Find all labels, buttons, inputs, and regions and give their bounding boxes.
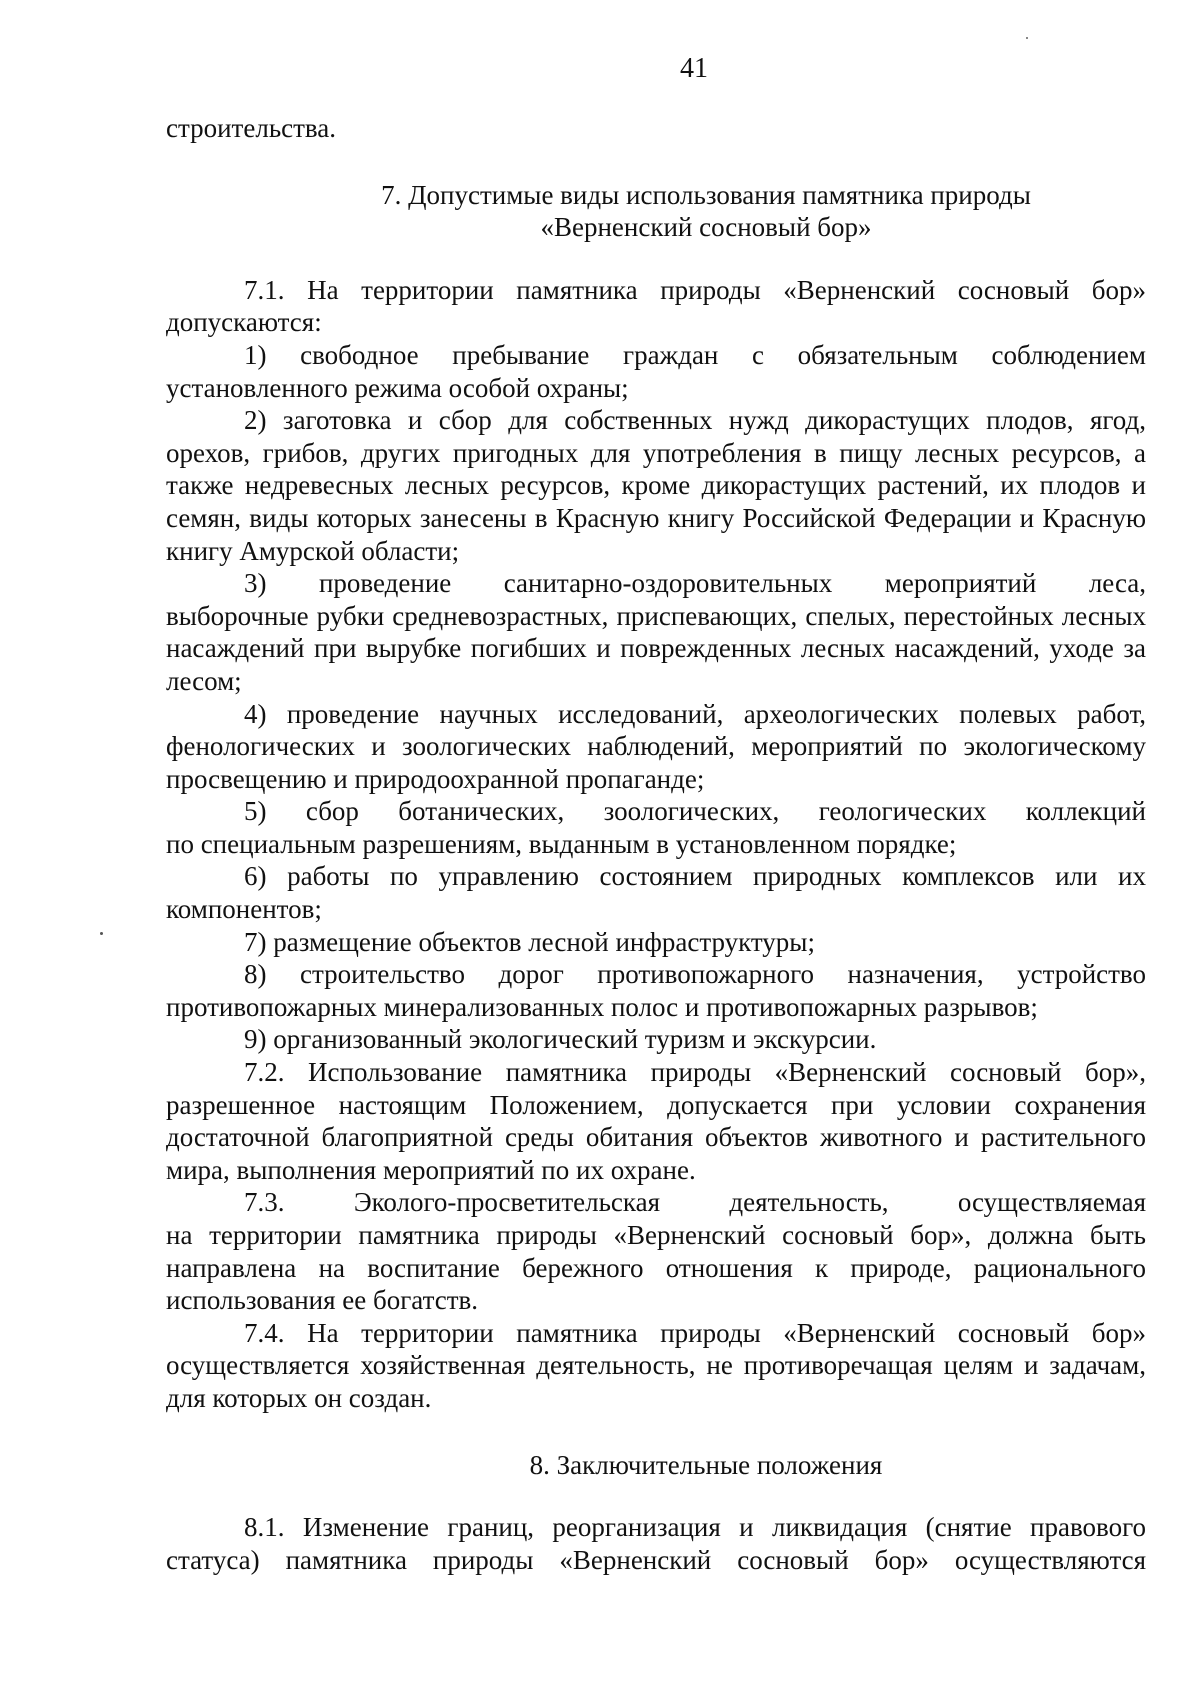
list-item-8: [166, 958, 1146, 1023]
paragraph-7-4-first-line: 7.4. На территории памятника природы «Верненский сосновый бор»: [244, 1317, 1146, 1348]
list-item-rest: компонентов;: [166, 894, 322, 925]
list-item-first-line: 4) проведение научных исследований, археологических полевых работ,: [244, 698, 1146, 729]
list-item-first-line: 5) сбор ботанических, зоологических, геологических коллекций: [244, 796, 1146, 827]
section-7-heading: [166, 179, 1146, 244]
list-item-first-line: 8) строительство дорог противопожарного назначения, устройство: [244, 959, 1146, 990]
list-item-rest: выборочные рубки средневозрастных, приспевающих, спелых, перестойных лесных насаждений при вырубке погибших и поврежденных лесных насаждений, уходе за лесом;: [166, 600, 1146, 696]
list-item-rest: противопожарных минерализованных полос и противопожарных разрывов;: [166, 991, 1038, 1022]
list-item-rest: установленного режима особой охраны;: [166, 372, 629, 403]
list-item-2: [166, 404, 1146, 567]
paragraph-8-1-rest: статуса) памятника природы «Верненский сосновый бор» осуществляются: [166, 1544, 1146, 1575]
paragraph-7-1-first-line: 7.1. На территории памятника природы «Верненский сосновый бор»: [244, 274, 1146, 305]
list-item-rest: по специальным разрешениям, выданным в установленном порядке;: [166, 828, 957, 859]
list-item-first-line: 9) организованный экологический туризм и экскурсии.: [244, 1024, 877, 1055]
paragraph-7-3-first-line: 7.3. Эколого-просветительская деятельность, осуществляемая: [244, 1187, 1146, 1218]
list-item-first-line: 6) работы по управлению состоянием природных комплексов или их: [244, 861, 1146, 892]
paragraph-7-4-rest: осуществляется хозяйственная деятельность, не противоречащая целям и задачам, для которых он создан.: [166, 1350, 1146, 1413]
paragraph-7-2-rest: разрешенное настоящим Положением, допускается при условии сохранения достаточной благоприятной среды обитания объектов животного и растительного мира, выполнения мероприятий по их охране.: [166, 1089, 1146, 1185]
list-item-rest: фенологических и зоологических наблюдений, мероприятий по экологическому просвещению и природоохранной пропаганде;: [166, 731, 1146, 794]
list-item-3: [166, 567, 1146, 697]
scan-artifact: [1026, 37, 1028, 39]
list-item-4: [166, 698, 1146, 796]
paragraph-8-1-first-line: 8.1. Изменение границ, реорганизация и ликвидация (снятие правового: [244, 1512, 1146, 1543]
list-item-first-line: 2) заготовка и сбор для собственных нужд дикорастущих плодов, ягод,: [244, 405, 1146, 436]
list-item-first-line: 1) свободное пребывание граждан с обязательным соблюдением: [244, 339, 1146, 370]
paragraph-7-1-rest: допускаются:: [166, 307, 322, 338]
scan-artifact: [100, 932, 103, 935]
section-7-heading-line-2: «Верненский сосновый бор»: [540, 212, 872, 243]
list-item-5: [166, 795, 1146, 860]
list-item-6: [166, 860, 1146, 925]
paragraph-7-4: [166, 1317, 1146, 1415]
paragraph-8-1: [166, 1511, 1146, 1576]
section-7-heading-line-1: 7. Допустимые виды использования памятника природы: [381, 179, 1031, 210]
list-item-first-line: 7) размещение объектов лесной инфраструктуры;: [244, 926, 815, 957]
list-item-7: [166, 926, 1146, 959]
list-item-rest: орехов, грибов, других пригодных для употребления в пищу лесных ресурсов, а также недревесных лесных ресурсов, кроме дикорастущих растений, их плодов и семян, виды которых занесены в Красную книгу Российской Федерации и Красную книгу Амурской области;: [166, 437, 1146, 566]
paragraph-7-3: [166, 1186, 1146, 1316]
list-item-9: [166, 1023, 1146, 1056]
paragraph-7-3-rest: на территории памятника природы «Верненский сосновый бор», должна быть направлена на воспитание бережного отношения к природе, рационального использования ее богатств.: [166, 1220, 1146, 1316]
paragraph-7-1: [166, 274, 1146, 339]
section-8-heading: 8. Заключительные положения: [529, 1449, 883, 1480]
document-body: [166, 112, 1146, 1576]
carryover-text: строительства.: [166, 113, 337, 143]
list-item-1: [166, 339, 1146, 404]
list-item-first-line: 3) проведение санитарно-оздоровительных мероприятий леса,: [244, 568, 1146, 599]
paragraph-7-2-first-line: 7.2. Использование памятника природы «Верненский сосновый бор»,: [244, 1057, 1146, 1088]
page-number: 41: [680, 53, 708, 84]
paragraph-7-2: [166, 1056, 1146, 1186]
